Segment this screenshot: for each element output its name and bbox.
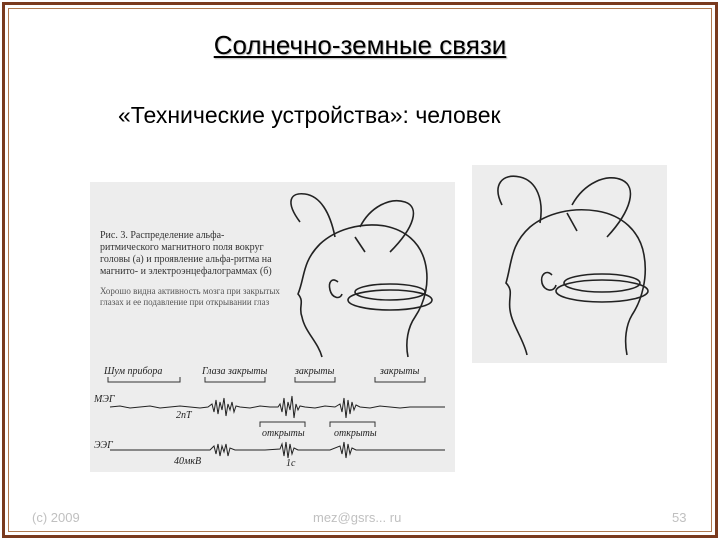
label-scale-time: 1с <box>286 458 296 469</box>
figure-caption: Рис. 3. Распределение альфа-ритмического магнитного поля вокруг головы (а) и проявление альфа-ритма на магнито- и электроэнцефалограммах (б) <box>100 230 272 277</box>
footer-page-number: 53 <box>672 510 687 525</box>
scanned-figure-magnetoencephalogram <box>90 182 455 472</box>
label-closed-2: закрыты <box>380 366 420 377</box>
head-drawing-a <box>291 194 432 357</box>
label-eeg: ЭЭГ <box>94 440 113 451</box>
label-opened-1: открыты <box>262 428 305 439</box>
label-closed-1: закрыты <box>295 366 335 377</box>
label-eyes-closed: Глаза закрыты <box>202 366 268 377</box>
figure-caption-note: Хорошо видна активность мозга при закрытых глазах и ее подавление при открывании глаз <box>100 286 280 307</box>
label-noise: Шум прибора <box>104 366 163 377</box>
footer-copyright: (c) 2009 <box>32 510 80 525</box>
braces <box>108 377 425 427</box>
head-drawing-b <box>472 165 667 363</box>
label-scale-eeg: 40мкВ <box>174 456 202 467</box>
label-scale-meg: 2пТ <box>176 410 192 421</box>
footer-email: mez@gsrs... ru <box>313 510 402 525</box>
label-opened-2: открыты <box>334 428 377 439</box>
label-meg: МЭГ <box>94 394 115 405</box>
eeg-trace <box>110 442 445 458</box>
slide-title: Солнечно-земные связи <box>213 30 507 60</box>
scanned-head-illustration <box>472 165 667 363</box>
meg-trace <box>110 396 445 418</box>
slide-subtitle: «Технические устройства»: человек <box>118 102 501 128</box>
